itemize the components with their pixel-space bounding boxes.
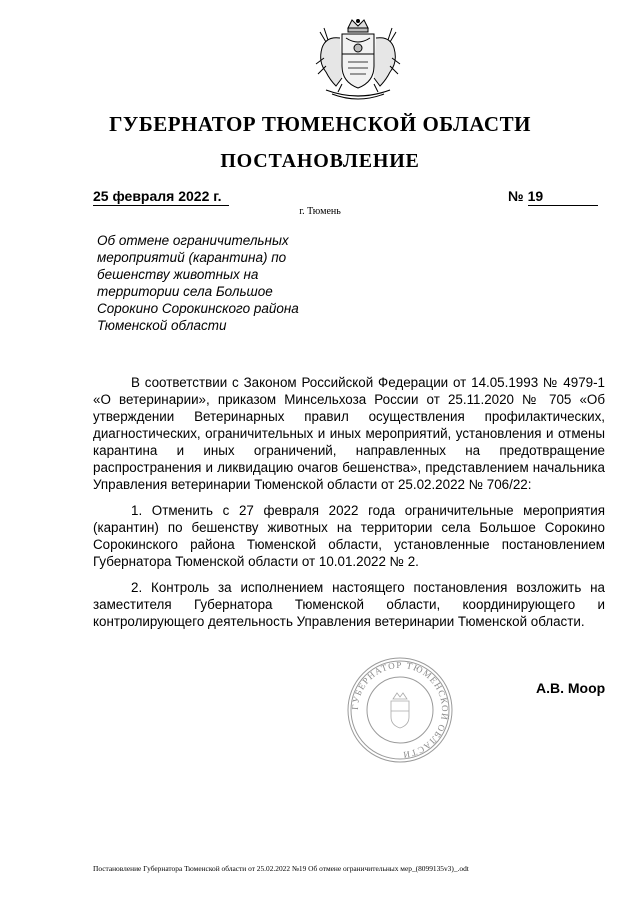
number-value: 19 [528,188,598,206]
svg-text:ГУБЕРНАТОР ТЮМЕНСКОЙ ОБЛАСТИ [350,660,450,760]
footer-file-reference: Постановление Губернатора Тюменской области от 25.02.2022 №19 Об отмене ограничительных мер_(8099135v3)_.odt [93,864,469,873]
subject-line: территории села Большое [97,284,273,299]
document-number [508,188,604,206]
subject-line: Сорокино Сорокинского района [97,301,299,316]
document-subject [97,232,322,334]
number-sign: № [508,188,524,204]
subject-line: бешенству животных на [97,267,259,282]
document-date: 25 февраля 2022 г. [93,188,229,206]
seal-text: ГУБЕРНАТОР ТЮМЕНСКОЙ ОБЛАСТИ [349,659,451,761]
body-paragraph-item-1: 1. Отменить с 27 февраля 2022 года ограничительные мероприятия (карантин) по бешенству животных на территории села Большое Сорокино Сорокинского района Тюменской области, установленные постановлением Губернатора Тюменской области от 10.01.2022 № 2. [93,503,605,569]
body-paragraph-preamble: В соответствии с Законом Российской Федерации от 14.05.1993 № 4979-1 «О ветеринарии», приказом Минсельхоза России от 25.11.2020 № 705 «Об утверждении Ветеринарных правил осуществления профилактических, диагностических, ограничительных и иных мероприятий, установления и отмены карантина и иных ограничений, направленных на предотвращение распространения и ликвидацию очагов бешенства», представлением начальника Управления ветеринарии Тюменской области от 25.02.2022 № 706/22: [93,375,605,492]
body-paragraph-item-2: 2. Контроль за исполнением настоящего постановления возложить на заместителя Губернатора Тюменской области, координирующего и контролирующего деятельность Управления ветеринарии Тюменской области. [93,580,605,629]
signatory-name: А.В. Моор [536,680,606,696]
document-city: г. Тюмень [299,206,341,217]
authority-title: ГУБЕРНАТОР ТЮМЕНСКОЙ ОБЛАСТИ [109,112,531,136]
subject-line: Об отмене ограничительных [97,233,289,248]
tyumen-region-coat-of-arms-icon [312,18,404,106]
official-seal-stamp-icon [345,655,455,765]
subject-line: мероприятий (карантина) по [97,250,287,265]
document-type-title: ПОСТАНОВЛЕНИЕ [220,150,420,172]
document-body [93,374,605,639]
subject-line: Тюменской области [97,318,227,333]
